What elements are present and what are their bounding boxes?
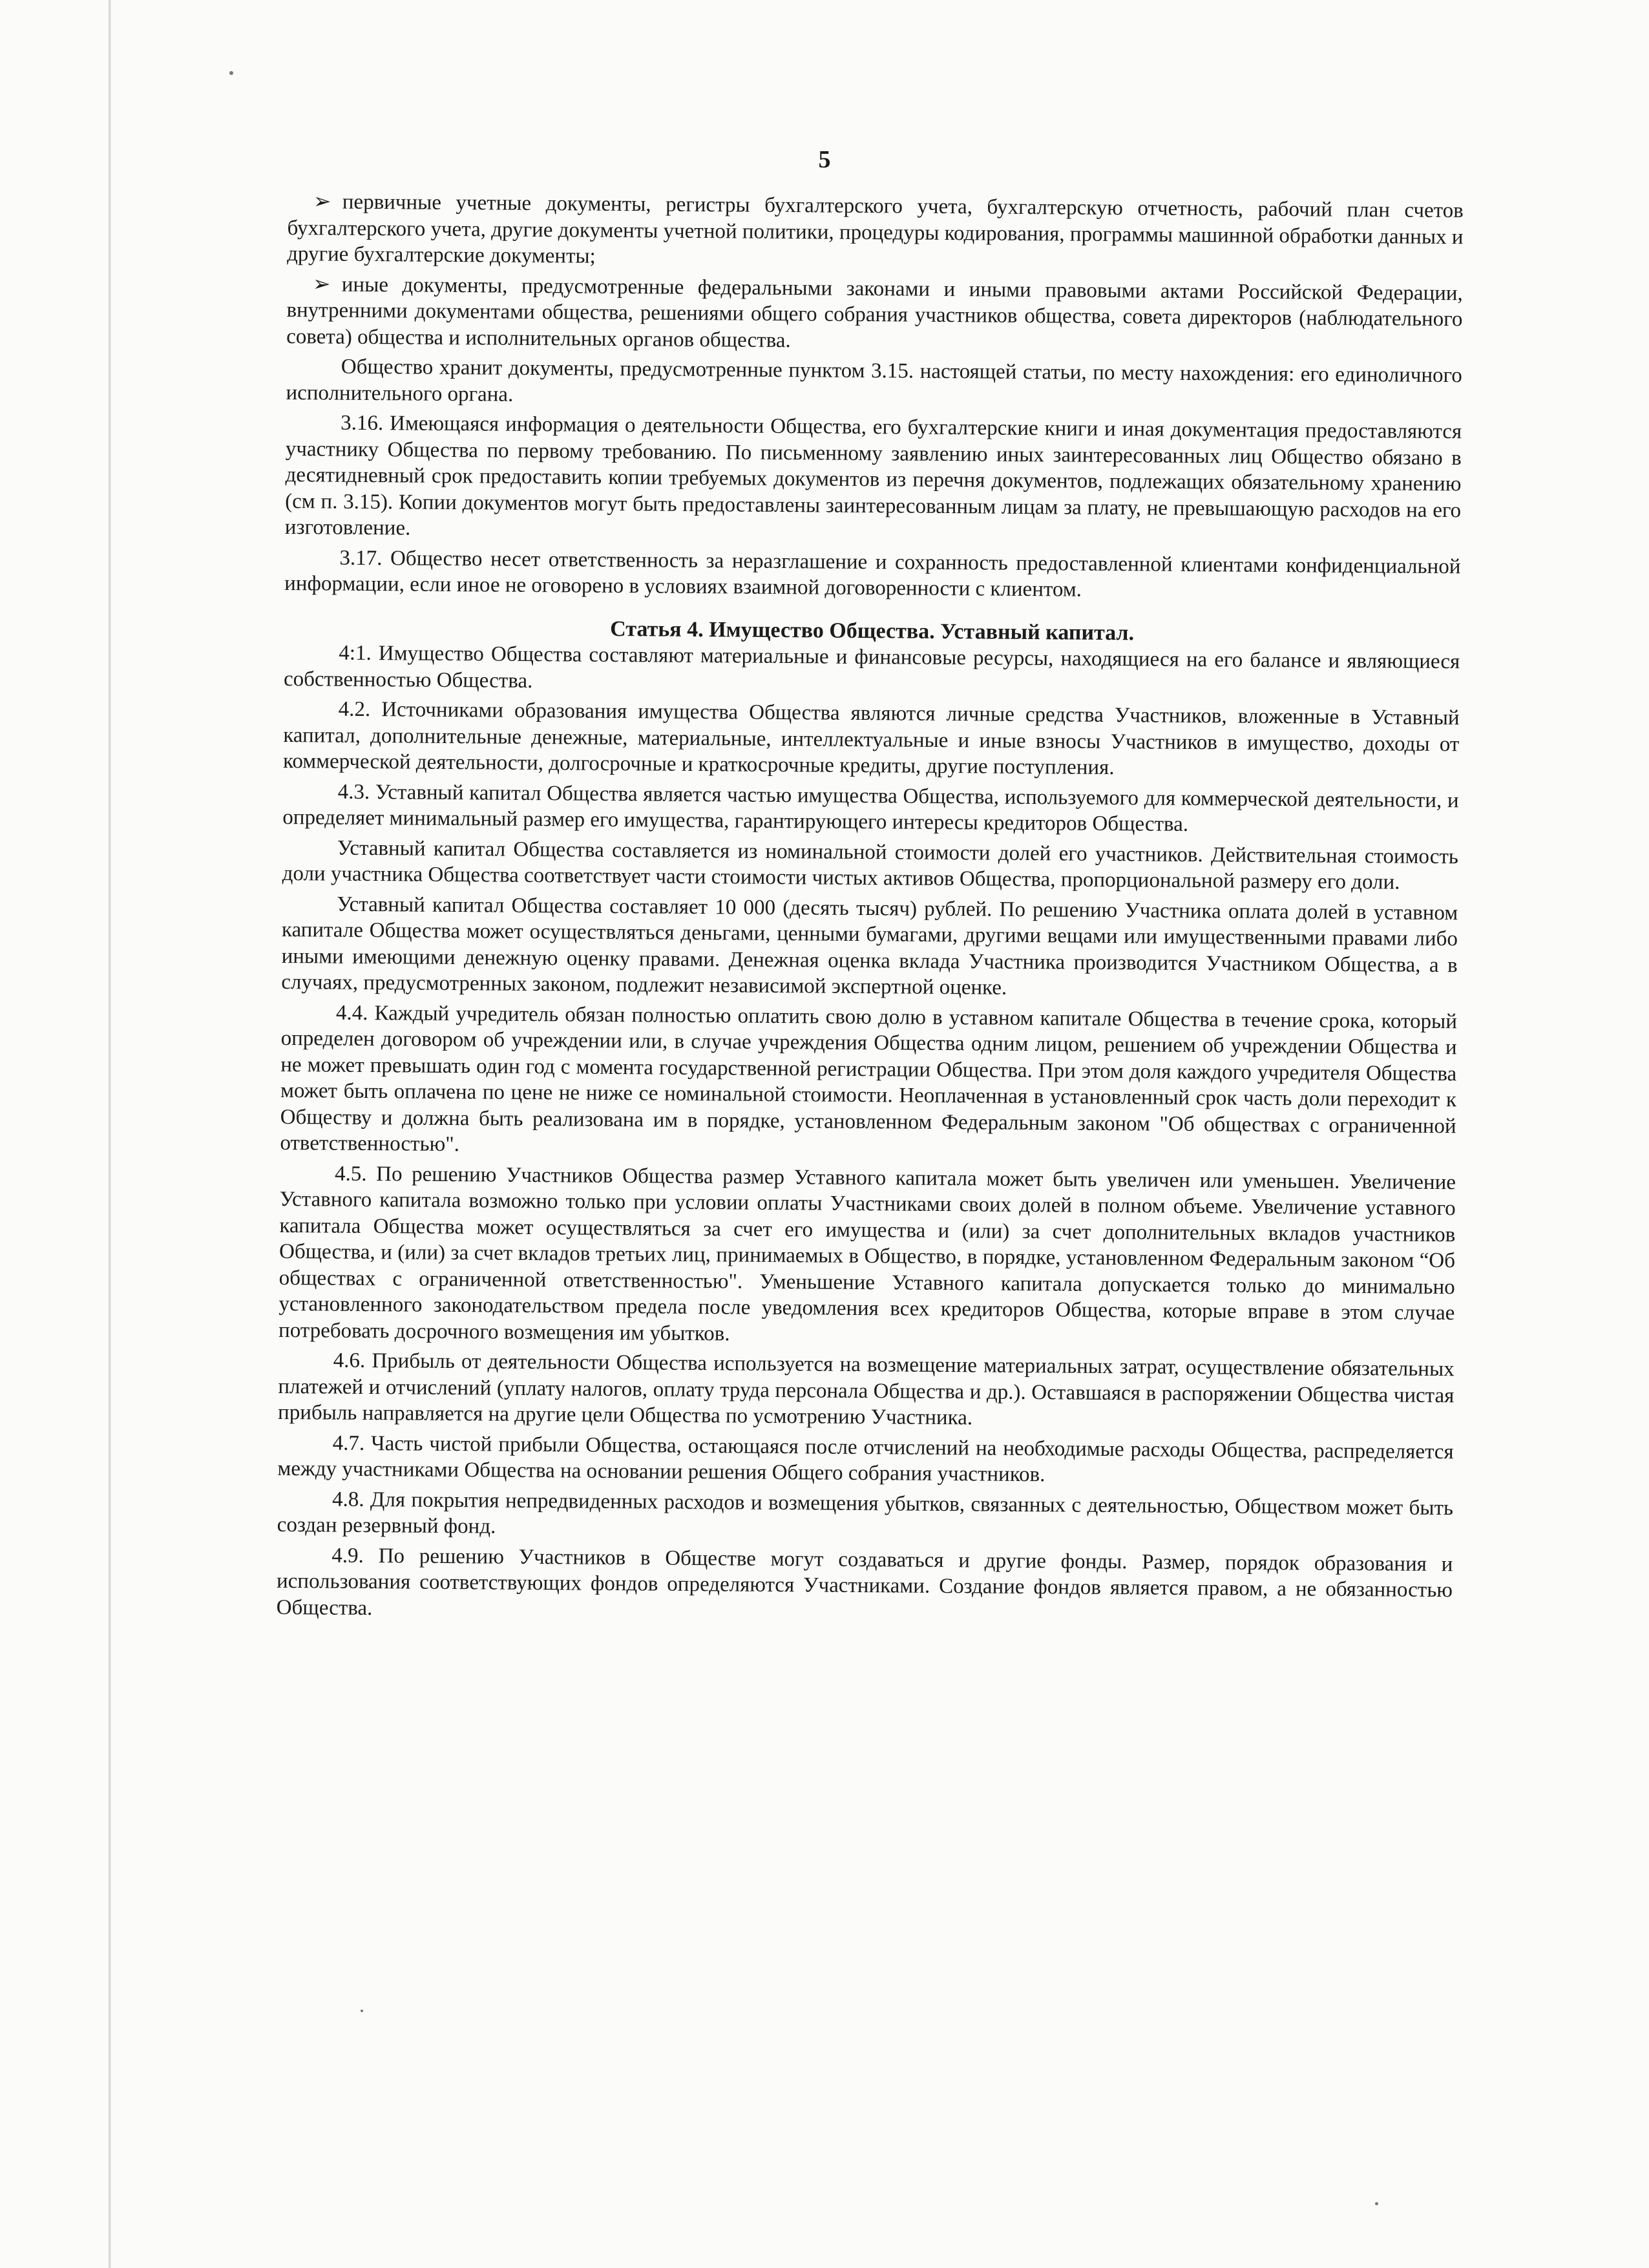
paragraph-capital-amount: Уставный капитал Общества составляет 10 000 (десять тысяч) рублей. По решению Участника оплата долей в уставном капитале Общества может осуществляться деньгами, ценными бумагами, другими вещами или имущественными правами либо иными имеющими денежную оценку правами. Денежная оценка вклада Участника производится Участником Общества, а в случаях, предусмотренных законом, подлежит независимой экспертной оценке. [281, 892, 1458, 1000]
paragraph-4-2: 4.2. Источниками образования имущества Общества являются личные средства Участников, вложенные в Уставный капитал, дополнительные денежные, материальные, интеллектуальные и иные взносы Участников в имущество, доходы от коммерческой деятельности, долгосрочные и краткосрочные кредиты, другие поступления. [282, 697, 1460, 780]
scan-speck [229, 71, 233, 75]
bullet-item [287, 189, 1464, 277]
paragraph-storage-location: Общество хранит документы, предусмотренные пунктом 3.15. настоящей статьи, по месту нахождения: его единоличного исполнительного органа. [286, 355, 1462, 406]
paragraph-4-9: 4.9. По решению Участников в Обществе могут создаваться и другие фонды. Размер, порядок образования и использования соответствующих фондов определяются Участниками. Создание фондов является правом, а не обязанностью Общества. [276, 1544, 1453, 1620]
scan-page-edge [109, 0, 111, 2268]
paragraph-capital-composition: Уставный капитал Общества составляется из номинальной стоимости долей его участников. Действительная стоимость доли участника Общества соответствует части стоимости чистых активов Общества, пропорциональной размеру его доли. [282, 836, 1459, 894]
bullet-item [286, 271, 1463, 359]
paragraph-4-3: 4.3. Уставный капитал Общества является частью имущества Общества, используемого для коммерческой деятельности, и определяет минимальный размер его имущества, гарантирующего интересы кредиторов Общества. [282, 780, 1459, 836]
paragraph-4-5: 4.5. По решению Участников Общества размер Уставного капитала может быть увеличен или уменьшен. Увеличение Уставного капитала возможно только при условии оплаты Участниками своих долей в полном объеме. Увеличение уставного капитала Общества может осуществляться за счет его имущества и (или) за счет дополнительных вкладов участников Общества, и (или) за счет вкладов третьих лиц, принимаемых в Общество, в порядке, установленном Федеральным законом “Об обществах с ограниченной ответственностью". Уменьшение Уставного капитала допускается только до минимально установленного законодательством предела после уведомления всех кредиторов Общества, которые вправе в этом случае потребовать досрочного возмещения им убытков. [278, 1162, 1456, 1345]
arrow-bullet-icon: ➢ [312, 272, 331, 297]
bullet-text: иные документы, предусмотренные федеральными законами и иными правовыми актами Российской Федерации, внутренними документами общества, решениями общего собрания участников общества, совета директоров (наблюдательного совета) общества и исполнительных органов общества. [286, 273, 1463, 352]
paragraph-4-4: 4.4. Каждый учредитель обязан полностью оплатить свою долю в уставном капитале Общества в течение срока, который определен договором об учреждении или, в случае учреждения Общества одним лицом, решением об учреждении Общества и не может превышать один год с момента государственной регистрации Общества. При этом доля каждого учредителя Общества может быть оплачена по цене не ниже се номинальной стоимости. Неоплаченная в установленный срок часть доли переходит к Обществу и должна быть реализована им в порядке, установленном Федеральным законом "Об обществах с ограниченной ответственностью". [280, 1001, 1458, 1157]
paragraph-4-7: 4.7. Часть чистой прибыли Общества, остающаяся после отчислений на необходимые расходы Общества, распределяется между участниками Общества на основании решения Общего собрания участников. [277, 1431, 1454, 1487]
paragraph-4-8: 4.8. Для покрытия непредвиденных расходов и возмещения убытков, связанных с деятельностью, Обществом может быть создан резервный фонд. [277, 1487, 1454, 1538]
arrow-bullet-icon: ➢ [313, 190, 331, 214]
paragraph-4-1: 4:1. Имущество Общества составляют материальные и финансовые ресурсы, находящиеся на его балансе и являющиеся собственностью Общества. [283, 641, 1460, 693]
bullet-text: первичные учетные документы, регистры бухгалтерского учета, бухгалтерскую отчетность, рабочий план счетов бухгалтерского учета, другие документы учетной политики, процедуры кодирования, программы машинной обработки данных и другие бухгалтерские документы; [287, 190, 1464, 268]
paragraph-3-17: 3.17. Общество несет ответственность за неразглашение и сохранность предоставленной клиентами конфиденциальной информации, если иное не оговорено в условиях взаимной договоренности с клиентом. [284, 546, 1461, 602]
document-body [277, 189, 1464, 1633]
article-heading: Статья 4. Имущество Общества. Уставный капитал. [610, 616, 1135, 645]
paragraph-3-16: 3.16. Имеющаяся информация о деятельности Общества, его бухгалтерские книги и иная документация предоставляются участнику Общества по первому требованию. По письменному заявлению иных заинтересованных лиц Общество обязано в десятидневный срок предоставить копии требуемых документов из перечня документов, подлежащих обязательному хранению (см п. 3.15). Копии документов могут быть предоставлены заинтересованным лицам за плату, не превышающую расходов на его изготовление. [284, 411, 1462, 540]
scan-speck [361, 2010, 363, 2012]
page-number: 5 [818, 146, 831, 173]
paragraph-4-6: 4.6. Прибыль от деятельности Общества используется на возмещение материальных затрат, осуществление обязательных платежей и отчислений (уплату налогов, оплату труда персонала Общества и др.). Оставшаяся в распоряжении Общества чистая прибыль направляется на другие цели Общества по усмотрению Участника. [277, 1349, 1455, 1430]
scan-speck [1375, 2202, 1378, 2205]
